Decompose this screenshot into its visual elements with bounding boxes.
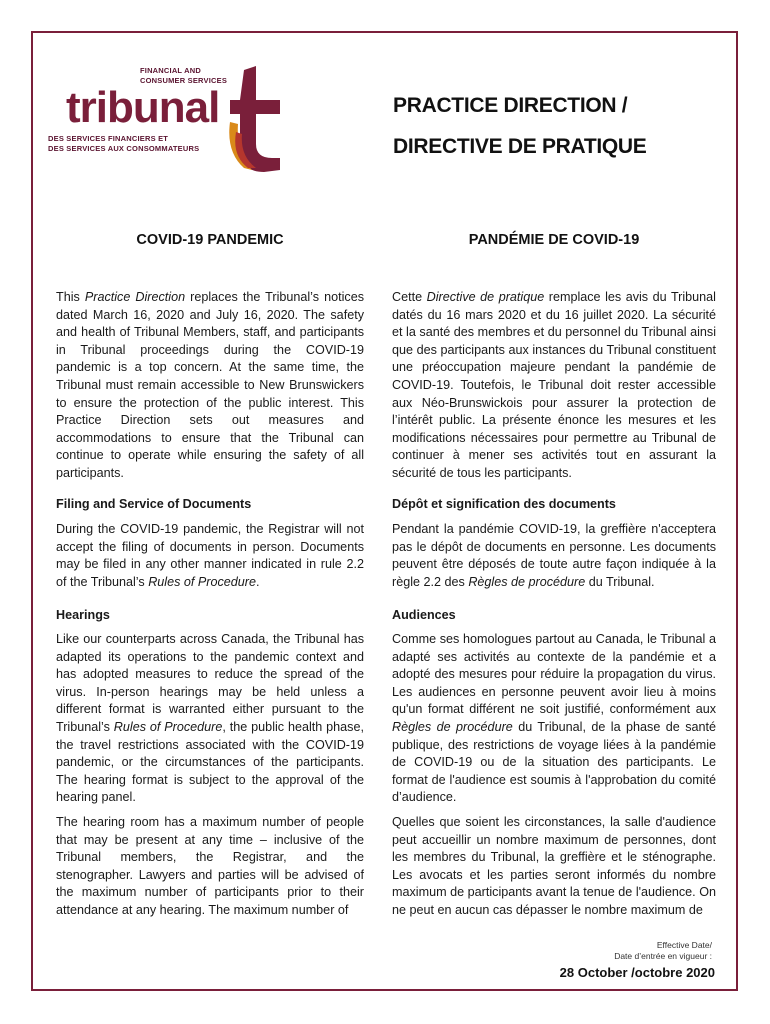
intro-en: This Practice Direction replaces the Tribunal’s notices dated March 16, 2020 and July 16, 2020. The safety and health of Tribunal Members, staff, and participants in Tribunal proceedings during the COVID-19 pandemic is a top concern. At the same time, the Tribunal must remain accessible to New Brunswickers to ensure the protection of the public interest. This Practice Direction sets out measures and accommodations to ensure that the Tribunal can continue to operate while ensuring the safety of all participants.	[56, 290, 365, 480]
intro-fr: Cette Directive de pratique remplace les avis du Tribunal datés du 16 mars 2020 et du 16 juillet 2020. La sécurité et la santé des membres et du personnel du Tribunal ainsi que des participants aux instances du Tribunal constituent une préoccupation majeure pendant la pandémie de COVID-19. Toutefois, le Tribunal doit rester accessible aux Néo-Brunswickois pour assurer la protection de l’intérêt public. La présente énonce les mesures et les modifications nécessaires pour permettre au Tribunal de continuer à mener ses activités tout en assurant la sécurité de tous les participants.	[392, 290, 716, 480]
heading-en: COVID-19 PANDEMIC	[136, 232, 284, 248]
filing-text-fr: Pendant la pandémie COVID-19, la greffière n'acceptera pas le dépôt de documents en personne. Les documents peuvent être déposés de toute autre façon indiquée à la règle 2.2 des Règles de procédure du Tribunal.	[392, 522, 716, 589]
logo-text-en-1: FINANCIAL AND	[140, 66, 201, 75]
effective-date-label-fr: Date d’entrée en vigueur :	[614, 951, 712, 961]
room-text-fr: Quelles que soient les circonstances, la salle d'audience peut accueillir un nombre maximum de personnes, dont les membres du Tribunal, la greffière et le sténographe. Les avocats et les parties seront informés du nombre maximum de participants avant la tenue de l'audience. On ne peut en aucun cas dépasser le nombre maximum de	[392, 815, 716, 917]
heading-fr: PANDÉMIE DE COVID-19	[468, 232, 640, 248]
hearings-text-en: Like our counterparts across Canada, the Tribunal has adapted its operations to the pandemic context and has adopted measures to reduce the spread of the virus. In-person hearings may be held unless a different format is warranted either pursuant to the Tribunal’s Rules of Procedure, the public health phase, the travel restrictions associated with the COVID-19 pandemic, or the circumstances of the participants. The hearing format is subject to the approval of the hearing panel.	[56, 632, 364, 805]
effective-date-value: 28 October /octobre 2020	[559, 965, 715, 980]
filing-heading-fr: Dépôt et signification des documents	[392, 497, 616, 511]
filing-heading-en: Filing and Service of Documents	[56, 497, 252, 511]
logo-t-mark-icon	[222, 62, 284, 174]
logo-text-fr-1: DES SERVICES FINANCIERS ET	[48, 134, 169, 143]
hearings-heading-en: Hearings	[56, 608, 110, 622]
room-text-en: The hearing room has a maximum number of people that may be present at any time – inclusive of the Tribunal members, the Registrar, and the stenographer. Lawyers and parties will be advised of the maximum number of participants prior to their attendance at any hearing. The maximum number of	[56, 815, 364, 917]
logo-text-en-2: CONSUMER SERVICES	[140, 76, 228, 85]
tribunal-logo	[48, 62, 283, 174]
hearings-heading-fr: Audiences	[392, 608, 456, 622]
filing-text-en: During the COVID-19 pandemic, the Registrar will not accept the filing of documents in person. Documents may be filed in any other manner indicated in rule 2.2 of the Tribunal’s Rules of Procedure.	[56, 522, 364, 589]
logo-text-fr-2: DES SERVICES AUX CONSOMMATEURS	[48, 144, 200, 153]
page-title-line-1: PRACTICE DIRECTION /	[393, 94, 628, 117]
logo-wordmark: tribunal	[66, 83, 220, 132]
effective-date-label-en: Effective Date/	[656, 940, 712, 950]
page-title-line-2: DIRECTIVE DE PRATIQUE	[393, 135, 647, 158]
hearings-text-fr: Comme ses homologues partout au Canada, le Tribunal a adapté ses activités au contexte de la pandémie et a adopté des mesures pour réduire la propagation du virus. Les audiences en personne peuvent avoir lieu à moins qu'un format différent ne soit justifié, conformément aux Règles de procédure du Tribunal, de la phase de santé publique, des restrictions de voyage liées à la pandémie de COVID-19 ou de la situation des participants. Le format de l'audience est soumis à l'approbation du comité d’audience.	[392, 632, 717, 805]
